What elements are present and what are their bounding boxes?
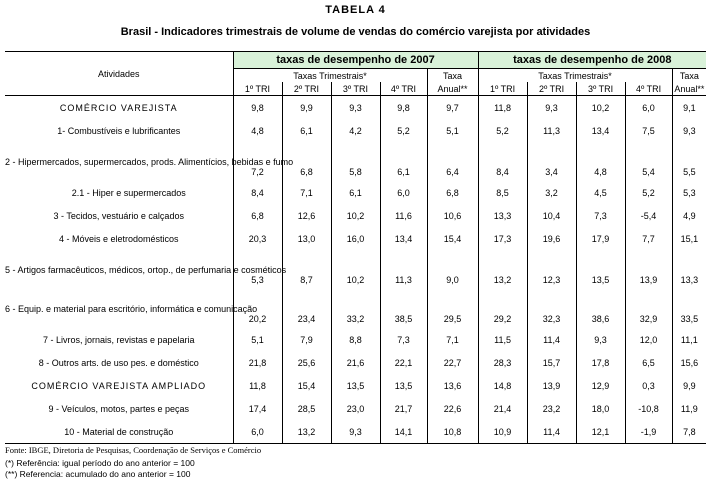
value-cell: 10,8 — [427, 420, 478, 444]
activity-label: 2.1 - Hiper e supermercados — [71, 187, 186, 198]
value-cell: -5,4 — [625, 204, 672, 227]
quarterly-header-2007: Taxas Trimestrais* — [233, 69, 427, 83]
value-cell: 13,5 — [576, 250, 625, 289]
value-cell: 13,2 — [478, 250, 527, 289]
table-row — [5, 204, 706, 227]
value-cell: 19,6 — [527, 227, 576, 250]
value-cell: 6,0 — [233, 420, 282, 444]
value-cell: 25,6 — [282, 351, 331, 374]
activity-label: 6 - Equip. e material para escritório, informática e comunicação — [5, 303, 258, 314]
value-cell: 5,5 — [672, 142, 706, 181]
value-cell: 6,8 — [282, 142, 331, 181]
value-cell: 22,7 — [427, 351, 478, 374]
value-cell: 13,5 — [331, 374, 380, 397]
value-cell: 12,3 — [527, 250, 576, 289]
value-cell: 13,0 — [282, 227, 331, 250]
value-cell: 28,5 — [282, 397, 331, 420]
value-cell: 10,2 — [331, 250, 380, 289]
value-cell: 16,0 — [331, 227, 380, 250]
value-cell: 9,8 — [380, 96, 427, 120]
value-cell: 38,5 — [380, 289, 427, 328]
table-row — [5, 328, 706, 351]
value-cell: 11,3 — [380, 250, 427, 289]
activity-label: 2 - Hipermercados, supermercados, prods. Alimentícios, bebidas e fumo — [5, 156, 294, 167]
table-row — [5, 289, 706, 328]
value-cell: 7,9 — [282, 328, 331, 351]
table-row — [5, 227, 706, 250]
annual-sub-header-2008: Anual** — [672, 82, 706, 96]
value-cell: 7,8 — [672, 420, 706, 444]
activity-label: COMÉRCIO VAREJISTA — [59, 102, 178, 113]
table-row — [5, 397, 706, 420]
value-cell: 7,1 — [282, 181, 331, 204]
value-cell: -10,8 — [625, 397, 672, 420]
value-cell: 29,2 — [478, 289, 527, 328]
value-cell: 6,8 — [233, 204, 282, 227]
value-cell: 5,1 — [233, 328, 282, 351]
q1-header-2008: 1º TRI — [478, 82, 527, 96]
table-row — [5, 374, 706, 397]
value-cell: 14,1 — [380, 420, 427, 444]
value-cell: 33,5 — [672, 289, 706, 328]
activity-label: 5 - Artigos farmacêuticos, médicos, ortop., de perfumaria e cosméticos — [5, 264, 287, 275]
value-cell: 11,8 — [233, 374, 282, 397]
value-cell: 21,6 — [331, 351, 380, 374]
q2-header-2007: 2º TRI — [282, 82, 331, 96]
value-cell: 13,3 — [672, 250, 706, 289]
source-note: Fonte: IBGE, Diretoria de Pesquisas, Coordenação de Serviços e Comércio — [5, 445, 262, 455]
value-cell: 7,7 — [625, 227, 672, 250]
value-cell: 13,4 — [576, 119, 625, 142]
value-cell: 8,8 — [331, 328, 380, 351]
value-cell: 22,1 — [380, 351, 427, 374]
value-cell: 11,1 — [672, 328, 706, 351]
value-cell: 32,9 — [625, 289, 672, 328]
value-cell: 23,0 — [331, 397, 380, 420]
annual-header-2007: Taxa — [427, 69, 478, 83]
value-cell: 11,6 — [380, 204, 427, 227]
footnote-quarterly: (*) Referência: igual período do ano anterior = 100 — [5, 458, 195, 468]
value-cell: 5,1 — [427, 119, 478, 142]
activity-label: 1- Combustíveis e lubrificantes — [57, 125, 181, 136]
value-cell: 5,3 — [672, 181, 706, 204]
value-cell: 5,3 — [233, 250, 282, 289]
value-cell: 23,2 — [527, 397, 576, 420]
table-row — [5, 96, 706, 120]
value-cell: 9,9 — [282, 96, 331, 120]
value-cell: 13,9 — [527, 374, 576, 397]
value-cell: 6,1 — [331, 181, 380, 204]
value-cell: 14,8 — [478, 374, 527, 397]
value-cell: 9,3 — [672, 119, 706, 142]
q3-header-2008: 3º TRI — [576, 82, 625, 96]
value-cell: 8,4 — [478, 142, 527, 181]
value-cell: 6,8 — [427, 181, 478, 204]
value-cell: 9,9 — [672, 374, 706, 397]
value-cell: 4,9 — [672, 204, 706, 227]
value-cell: 9,0 — [427, 250, 478, 289]
value-cell: 9,3 — [527, 96, 576, 120]
value-cell: 21,7 — [380, 397, 427, 420]
value-cell: 38,6 — [576, 289, 625, 328]
value-cell: 18,0 — [576, 397, 625, 420]
quarterly-header-2008: Taxas Trimestrais* — [478, 69, 672, 83]
table-row — [5, 420, 706, 444]
value-cell: 29,5 — [427, 289, 478, 328]
value-cell: 4,8 — [576, 142, 625, 181]
table-row — [5, 119, 706, 142]
value-cell: 13,6 — [427, 374, 478, 397]
table-title: Brasil - Indicadores trimestrais de volume de vendas do comércio varejista por atividades — [120, 26, 591, 38]
value-cell: 15,4 — [427, 227, 478, 250]
annual-sub-header-2007: Anual** — [427, 82, 478, 96]
value-cell: 21,8 — [233, 351, 282, 374]
value-cell: 13,5 — [380, 374, 427, 397]
value-cell: 5,2 — [478, 119, 527, 142]
value-cell: 15,4 — [282, 374, 331, 397]
value-cell: 17,8 — [576, 351, 625, 374]
value-cell: 3,4 — [527, 142, 576, 181]
activity-label: 7 - Livros, jornais, revistas e papelaria — [42, 334, 195, 345]
value-cell: 10,4 — [527, 204, 576, 227]
value-cell: 5,4 — [625, 142, 672, 181]
value-cell: 20,3 — [233, 227, 282, 250]
value-cell: 13,4 — [380, 227, 427, 250]
value-cell: 5,2 — [625, 181, 672, 204]
value-cell: 9,3 — [576, 328, 625, 351]
value-cell: 33,2 — [331, 289, 380, 328]
table-row — [5, 351, 706, 374]
value-cell: 8,7 — [282, 250, 331, 289]
value-cell: 12,9 — [576, 374, 625, 397]
value-cell: 6,5 — [625, 351, 672, 374]
value-cell: 13,9 — [625, 250, 672, 289]
group-header-2008: taxas de desempenho de 2008 — [478, 52, 706, 69]
value-cell: 6,0 — [380, 181, 427, 204]
activity-label: 3 - Tecidos, vestuário e calçados — [53, 210, 184, 221]
value-cell: 7,2 — [233, 142, 282, 181]
value-cell: 32,3 — [527, 289, 576, 328]
value-cell: 9,1 — [672, 96, 706, 120]
activity-label: COMÉRCIO VAREJISTA AMPLIADO — [31, 380, 207, 391]
value-cell: 3,2 — [527, 181, 576, 204]
value-cell: 6,1 — [380, 142, 427, 181]
value-cell: 15,6 — [672, 351, 706, 374]
footnote-annual: (**) Referencia: acumulado do ano anterior = 100 — [5, 469, 191, 479]
value-cell: 17,4 — [233, 397, 282, 420]
value-cell: 8,4 — [233, 181, 282, 204]
value-cell: 23,4 — [282, 289, 331, 328]
value-cell: 22,6 — [427, 397, 478, 420]
value-cell: 6,0 — [625, 96, 672, 120]
value-cell: 9,3 — [331, 420, 380, 444]
value-cell: 15,1 — [672, 227, 706, 250]
value-cell: 7,5 — [625, 119, 672, 142]
q3-header-2007: 3º TRI — [331, 82, 380, 96]
activity-label: 10 - Material de construção — [5, 420, 233, 444]
value-cell: 4,8 — [233, 119, 282, 142]
q1-header-2007: 1º TRI — [233, 82, 282, 96]
value-cell: 11,5 — [478, 328, 527, 351]
value-cell: 0,3 — [625, 374, 672, 397]
q2-header-2008: 2º TRI — [527, 82, 576, 96]
value-cell: 11,9 — [672, 397, 706, 420]
value-cell: 5,2 — [380, 119, 427, 142]
annual-header-2008: Taxa — [672, 69, 706, 83]
value-cell: 10,9 — [478, 420, 527, 444]
q4-header-2007: 4º TRI — [380, 82, 427, 96]
table-row — [5, 181, 706, 204]
value-cell: 10,2 — [331, 204, 380, 227]
value-cell: -1,9 — [625, 420, 672, 444]
value-cell: 11,3 — [527, 119, 576, 142]
indicators-table — [5, 51, 706, 444]
value-cell: 7,1 — [427, 328, 478, 351]
value-cell: 11,4 — [527, 420, 576, 444]
table-row — [5, 142, 706, 181]
activity-label: 8 - Outros arts. de uso pes. e doméstico — [38, 357, 199, 368]
value-cell: 13,2 — [282, 420, 331, 444]
value-cell: 11,4 — [527, 328, 576, 351]
activities-header: Atividades — [5, 52, 233, 96]
value-cell: 4,2 — [331, 119, 380, 142]
value-cell: 20,2 — [233, 289, 282, 328]
value-cell: 7,3 — [380, 328, 427, 351]
activity-label: 9 - Veículos, motos, partes e peças — [48, 403, 190, 414]
value-cell: 12,0 — [625, 328, 672, 351]
value-cell: 13,3 — [478, 204, 527, 227]
value-cell: 10,2 — [576, 96, 625, 120]
value-cell: 9,7 — [427, 96, 478, 120]
value-cell: 17,3 — [478, 227, 527, 250]
value-cell: 4,5 — [576, 181, 625, 204]
value-cell: 5,8 — [331, 142, 380, 181]
table-row — [5, 250, 706, 289]
activity-label: 4 - Móveis e eletrodomésticos — [58, 233, 179, 244]
value-cell: 28,3 — [478, 351, 527, 374]
value-cell: 12,6 — [282, 204, 331, 227]
value-cell: 9,8 — [233, 96, 282, 120]
value-cell: 21,4 — [478, 397, 527, 420]
value-cell: 12,1 — [576, 420, 625, 444]
table-number: TABELA 4 — [325, 4, 386, 16]
value-cell: 6,1 — [282, 119, 331, 142]
value-cell: 17,9 — [576, 227, 625, 250]
value-cell: 7,3 — [576, 204, 625, 227]
value-cell: 10,6 — [427, 204, 478, 227]
value-cell: 11,8 — [478, 96, 527, 120]
value-cell: 15,7 — [527, 351, 576, 374]
value-cell: 8,5 — [478, 181, 527, 204]
value-cell: 6,4 — [427, 142, 478, 181]
q4-header-2008: 4º TRI — [625, 82, 672, 96]
value-cell: 9,3 — [331, 96, 380, 120]
group-header-2007: taxas de desempenho de 2007 — [233, 52, 478, 69]
